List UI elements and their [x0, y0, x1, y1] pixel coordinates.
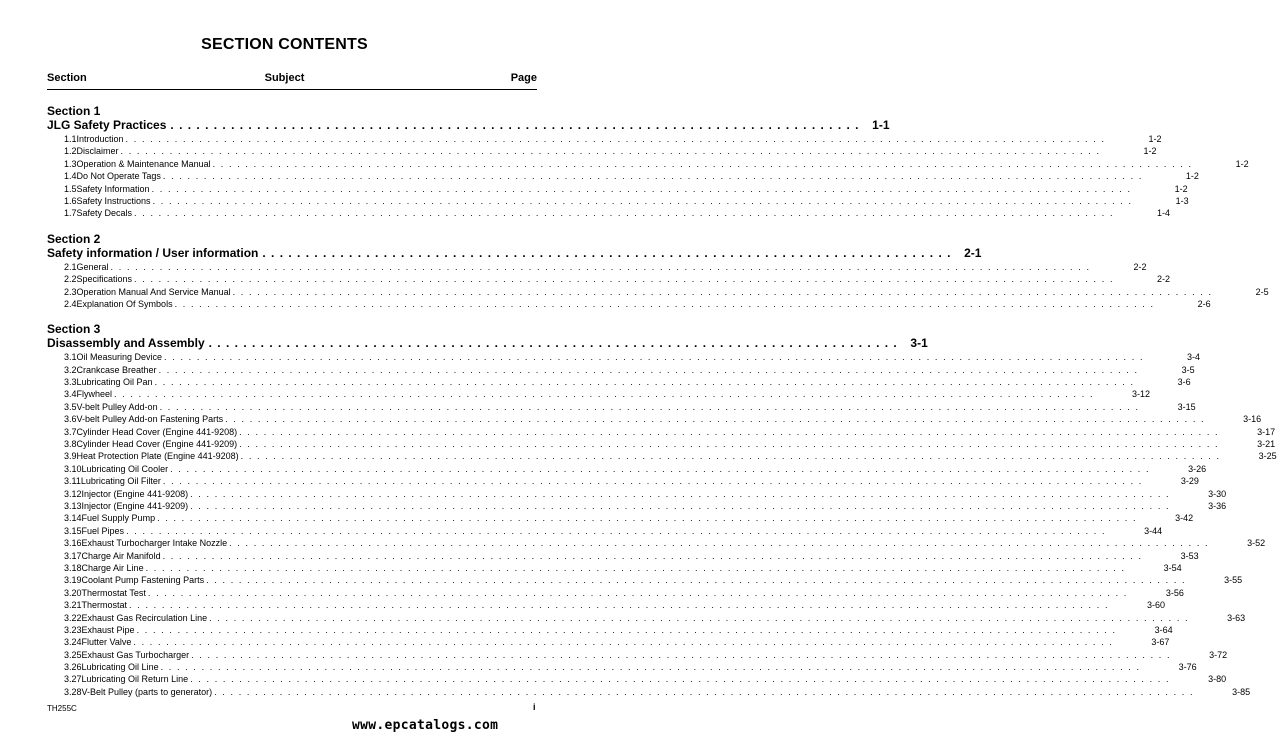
- page-number: i: [533, 702, 536, 712]
- entry-subject: V-belt Pulley Add-on: [76, 401, 158, 412]
- entry-page: 2-2: [1157, 274, 1171, 285]
- section-title: JLG Safety Practices: [47, 118, 167, 132]
- dot-leader: . . . . . . . . . . . . . . . . . . . . . . . . . . . . . . . . . . . . . . . . . . . . . . . . . . . . . . . . . . . . . . . . . . . . . . . . . . . . . . . . . . . . . . . . . . . . . . . . . . . . . . . . . . . . . . . . . . . . . . . .: [164, 352, 1145, 363]
- entry-page: 3-17: [1257, 426, 1276, 437]
- entry-subject: Exhaust Turbocharger Intake Nozzle: [81, 538, 228, 549]
- dot-leader: . . . . . . . . . . . . . . . . . . . . . . . . . . . . . . . . . . . . . . . . . . . . . . . . . . . . . . . . . . . . . . . . . . . . . . . . . . . . . . . . . . . . . . . . . . . . . . . . . . . . . . . . . . . . . . . . . . . . . . . .: [110, 261, 1091, 272]
- watermark: www.epcatalogs.com: [352, 718, 499, 733]
- entry-page: 2-2: [1133, 261, 1147, 272]
- dot-leader: . . . . . . . . . . . . . . . . . . . . . . . . . . . . . . . . . . . . . . . . . . . . . . . . . . . . . . . . . . . . . . . . . . . . . . . . . . . . . . . . . . . . . . . . . . . . . . . . . . . . . . . . . . . . . . . . . . . . . . . .: [170, 463, 1151, 474]
- dot-leader: . . . . . . . . . . . . . . . . . . . . . . . . . . . . . . . . . . . . . . . . . . . . . . . . . . . . . . . . . . . . . . . . . . . . . . . . . . . . . . . . . . . . . . . . . . . . . . . . . . . . . . . . . . . . . . . . . . . . . . . .: [147, 587, 1128, 598]
- entry-page: 1-2: [1174, 183, 1188, 194]
- entry-number: 3.7: [64, 426, 77, 437]
- dot-leader: . . . . . . . . . . . . . . . . . . . . . . . . . . . . . . . . . . . . . . . . . . . . . . . . . . . . . . . . . . . . . . . . . . . . . . . . . . . . . . . . . . . . . . . . . . . . . . . . . . . . . . . . . . . . . . . . . . . . . . . .: [162, 476, 1143, 487]
- entry-subject: Operation & Maintenance Manual: [76, 158, 211, 169]
- entry-page: 3-30: [1208, 488, 1227, 499]
- header-rule: [47, 89, 537, 90]
- entry-number: 3.11: [64, 476, 81, 487]
- entry-page: 3-80: [1208, 674, 1227, 685]
- dot-leader: . . . . . . . . . . . . . . . . . . . . . . . . . . . . . . . . . . . . . . . . . . . . . . . . . . . . . . . . . . . . . . . . . . . . . . . . . . . . . . . . . . . . . . . . . . . . . . . . . . . . . . . . . . . . . . . . . . . . . . . .: [133, 637, 1114, 648]
- dot-leader: . . . . . . . . . . . . . . . . . . . . . . . . . . . . . . . . . . . . . . . . . . . . . . . . . . . . . . . . . . . . . . . . . . . . . . . . . . . . . . . . . . . . . . . . . . . . . . . . . . . . . . . . . . . . . . . . . . . . . . . .: [229, 538, 1210, 549]
- entry-number: 2.4: [64, 298, 77, 309]
- toc-entry[interactable]: [47, 183, 1188, 195]
- section-title: Disassembly and Assembly: [47, 336, 205, 351]
- dot-leader: . . . . . . . . . . . . . . . . . . . . . . . . . . . . . . . . . . . . . . . . . . . . . . . . . . . . . . . . . . . . . . . . . . . . . . . . . . . . . . . . . . . . . . . . . . . . . . . . . . . . . . . . . . . . . . . . . . . . . . . .: [162, 171, 1143, 182]
- dot-leader: . . . . . . . . . . . . . . . . . . . . . . . . . . . . . . . . . . . . . . . . . . . . . . . . . . . . . . . . . . . . . . . . . . . . . . . . . . . . . . . . . . . . . . . . . . . . . . . . . . . . . . . . . . . . . . . . . . . . . . . .: [239, 439, 1220, 450]
- entry-subject: General: [76, 261, 109, 272]
- entry-subject: Introduction: [76, 134, 124, 144]
- entry-number: 3.23: [64, 624, 82, 635]
- entry-number: 3.16: [64, 538, 82, 549]
- entry-number: 3.6: [64, 414, 77, 425]
- section-number: Section 1: [47, 104, 101, 118]
- entry-subject: Thermostat: [81, 600, 128, 611]
- entry-page: 3-16: [1243, 414, 1262, 425]
- entry-number: 3.21: [64, 600, 82, 611]
- entry-subject: V-belt Pulley Add-on Fastening Parts: [76, 414, 224, 425]
- entry-page: 3-42: [1175, 513, 1194, 524]
- entry-page: 3-54: [1163, 562, 1182, 573]
- entry-subject: Charge Air Line: [81, 562, 144, 573]
- entry-page: 3-53: [1180, 550, 1199, 561]
- entry-page: 3-15: [1177, 401, 1196, 412]
- dot-leader: . . . . . . . . . . . . . . . . . . . . . . . . . . . . . . . . . . . . . . . . . . . . . . . . . . . . . . . . . . . . . . . . . . . . . . . . . . . . . . . . . . . . . . . . . . . . . . . . . . . . . . . . . . . . . . . . . . . . . . . .: [134, 208, 1115, 219]
- entry-subject: Safety Decals: [76, 208, 133, 219]
- entry-number: 3.25: [64, 649, 82, 660]
- toc-entry[interactable]: [47, 636, 1170, 648]
- table-of-contents: [47, 92, 1277, 698]
- dot-leader: . . . . . . . . . . . . . . . . . . . . . . . . . . . . . . . . . . . . . . . . . . . . . . . . . . . . . . . . . . . . . . . . . . . . . . . . . . . . . . . . . . . . . . . . . . . . . . . . . . . . . . . . . . . . . . . . . . . . . . . .: [125, 134, 1106, 144]
- section-page: 2-1: [964, 245, 982, 260]
- toc-entry[interactable]: [47, 550, 1199, 562]
- entry-subject: Thermostat Test: [81, 587, 146, 598]
- entry-subject: Specifications: [76, 274, 133, 285]
- toc-entry[interactable]: [47, 133, 1162, 145]
- entry-subject: Cylinder Head Cover (Engine 441-9208): [76, 426, 238, 437]
- toc-entry[interactable]: [47, 649, 1228, 661]
- section-page: 1-1: [872, 118, 890, 132]
- toc-entry[interactable]: [47, 562, 1182, 574]
- entry-page: 3-36: [1208, 500, 1227, 511]
- document-code: TH255C: [47, 704, 77, 713]
- entry-subject: Oil Measuring Device: [76, 352, 163, 363]
- toc-entry[interactable]: [47, 351, 1201, 363]
- entry-number: 1.2: [64, 146, 77, 157]
- toc-entry[interactable]: [47, 388, 1151, 400]
- entry-page: 3-72: [1209, 649, 1228, 660]
- entry-subject: V-Belt Pulley (parts to generator): [81, 686, 213, 697]
- column-header-page: Page: [510, 72, 537, 84]
- entry-subject: Fuel Pipes: [81, 525, 125, 536]
- entry-page: 3-6: [1177, 377, 1191, 388]
- toc-entry[interactable]: [47, 587, 1184, 599]
- dot-leader: . . . . . . . . . . . . . . . . . . . . . . . . . . . . . . . . . . . . . . . . . . . . . . . . . . . . . . . . . . . . . . . . . . . . . . . . . . . . . . . . . . . . . . . . . . . . . . . . . . . . . . . . . . . . . . . . . . . . . . . .: [174, 298, 1155, 309]
- toc-entry[interactable]: [47, 661, 1197, 673]
- toc-entry[interactable]: [47, 145, 1157, 157]
- entry-number: 3.14: [64, 513, 82, 524]
- entry-number: 3.20: [64, 587, 82, 598]
- entry-page: 1-2: [1185, 171, 1199, 182]
- entry-subject: Flutter Valve: [81, 637, 132, 648]
- entry-page: 3-44: [1144, 525, 1163, 536]
- entry-page: 1-3: [1175, 195, 1189, 206]
- entry-page: 3-25: [1258, 451, 1277, 462]
- entry-number: 3.13: [64, 500, 82, 511]
- section-number: Section 3: [47, 322, 101, 337]
- dot-leader: . . . . . . . . . . . . . . . . . . . . . . . . . . . . . . . . . . . . . . . . . . . . . . . . . . . . . . . . . . . . . . . . . . . . . . . . . . . . . . . . . . . . . . . . . . . . . . . . . . . . . . . . . . . . . . . . . . . . . . . .: [190, 674, 1171, 685]
- dot-leader: . . . . . . . . . . . . . . . . . . . . . . . . . . . . . . . . . . . . . . . . . . . . . . . . . . . . . . . . . . . . . . . . . . . . . . . . . . . . . . . . . . . . . . . . . . . . . . . . . . . . . . . . . . . . . . . . . . . . . . . .: [212, 158, 1193, 169]
- toc-entry[interactable]: [47, 438, 1276, 450]
- entry-subject: Injector (Engine 441-9208): [81, 488, 189, 499]
- entry-page: 1-2: [1148, 134, 1162, 144]
- section-title: Safety information / User information: [47, 245, 259, 260]
- dot-leader: . . . . . . . . . . . . . . . . . . . . . . . . . . . . . . . . . . . . . . . . . . . . . . . . . . . . . . . . . . . . . . . . . . . . . . . . . . . . . . . . . . . . . . . . . . . . . . . . . . . . . . . . . . . . . . . . . . . . . . . .: [136, 624, 1117, 635]
- toc-entry[interactable]: [47, 273, 1171, 285]
- entry-subject: Operation Manual And Service Manual: [76, 286, 231, 297]
- toc-entry[interactable]: [47, 207, 1171, 219]
- entry-page: 3-52: [1247, 538, 1266, 549]
- dot-leader: . . . . . . . . . . . . . . . . . . . . . . . . . . . . . . . . . . . . . . . . . . . . . . . . . . . . . . . . . . . . . . . . . . . . . . . . . . . . . . . . . . . . . . . . . . . . . . . . . . . . . . . . . . . . . . . . . . . . . . . .: [206, 575, 1187, 586]
- dot-leader: . . . . . . . . . . . . . . . . . . . . . . . . . . . . . . . . . . . . . . . . . . . . . . . . . . . . . . . . . . . . . . . . . . . . . . . . . . . . . . . . . . . . . . . . . . . . . . . . . . . . . . . . . . . . . . . . . . . . . . . .: [232, 286, 1213, 297]
- section-title-row[interactable]: [47, 336, 928, 351]
- dot-leader: . . . . . . . . . . . . . . . . . . . . . . . . . . . . . . . . . . . . . . . . . . . . . . . . . . . . . . . . . . . . . . . . . . . . . . . . . . . . . . . . . . . . . . . . . . . . . . . . . . . . . . . . . . . . . . . . . . . . . . . .: [152, 195, 1133, 206]
- entry-page: 2-6: [1197, 298, 1211, 309]
- column-header-section: Section: [47, 72, 87, 84]
- toc-entry[interactable]: [47, 500, 1227, 512]
- entry-number: 3.24: [64, 637, 82, 648]
- toc-entry[interactable]: [47, 624, 1173, 636]
- entry-subject: Safety Instructions: [76, 195, 151, 206]
- dot-leader: . . . . . . . . . . . . . . . . . . . . . . . . . . . . . . . . . . . . . . . . . . . . . . . . . . . . . . . . . . . . . . . . . . . . . . . . . . . . . . . . . . . . . . . . . . . . . . . . . . . . . . . . . . . . . . . . . . . . . . . .: [239, 426, 1220, 437]
- entry-number: 1.5: [64, 183, 77, 194]
- column-header-subject: Subject: [264, 72, 305, 84]
- entry-number: 3.4: [64, 389, 77, 400]
- entry-number: 1.4: [64, 171, 77, 182]
- entry-number: 3.2: [64, 364, 77, 375]
- entry-page: 3-5: [1181, 364, 1195, 375]
- entry-subject: Crankcase Breather: [76, 364, 157, 375]
- toc-entry[interactable]: [47, 376, 1191, 388]
- entry-page: 3-63: [1227, 612, 1246, 623]
- entry-number: 3.5: [64, 401, 77, 412]
- entry-subject: Coolant Pump Fastening Parts: [81, 575, 205, 586]
- entry-page: 3-26: [1188, 463, 1207, 474]
- entry-page: 3-64: [1154, 624, 1173, 635]
- dot-leader: . . . . . . . . . . . . . . . . . . . . . . . . . . . . . . . . . . . . . . . . . . . . . . . . . . . . . . . . . . . . . . . . . . . . . . . . . . . . . . . . . . . . . . . . . . . . . . . . . . . . . . . . . . . . . . . . . . . . . . . .: [126, 525, 1107, 536]
- entry-subject: Injector (Engine 441-9209): [81, 500, 189, 511]
- toc-entry[interactable]: [47, 298, 1211, 310]
- entry-page: 2-5: [1255, 286, 1269, 297]
- entry-page: 3-85: [1232, 686, 1251, 697]
- entry-page: 3-67: [1151, 637, 1170, 648]
- toc-entry[interactable]: [47, 525, 1163, 537]
- dot-leader: . . . . . . . . . . . . . . . . . . . . . . . . . . . . . . . . . . . . . . . . . . . . . . . . . . . . . . . . . . . . . . . . . . . . . . . . . . . . . . . . . . . . . . . . . . . . . . . . . . . . . . . . . . . . . . . . . . . . . . . .: [191, 649, 1172, 660]
- entry-subject: Lubricating Oil Cooler: [81, 463, 169, 474]
- entry-number: 3.12: [64, 488, 82, 499]
- entry-page: 1-2: [1143, 146, 1157, 157]
- entry-page: 1-4: [1157, 208, 1171, 219]
- entry-number: 3.28: [64, 686, 82, 697]
- entry-subject: Fuel Supply Pump: [81, 513, 156, 524]
- entry-number: 3.27: [64, 674, 82, 685]
- entry-number: 3.18: [64, 562, 82, 573]
- entry-page: 3-76: [1178, 662, 1197, 673]
- dot-leader: . . . . . . . . . . . . . . . . . . . . . . . . . . . . . . . . . . . . . . . . . . . . . . . . . . . . . . . . . . . . . . . . . . . . . . . . . . . . . . . . . . . . . . . . . . . . . . . . . . . . . . . . . . . . . . . . . . . . . . . .: [225, 414, 1206, 425]
- entry-number: 3.15: [64, 525, 82, 536]
- dot-leader: . . . . . . . . . . . . . . . . . . . . . . . . . . . . . . . . . . . . . . . . . . . . . . . . . . . . . . . . . . . . . . . . . . . . . . . . . . . . . . . .: [262, 245, 952, 260]
- entry-subject: Lubricating Oil Filter: [80, 476, 161, 487]
- entry-page: 1-2: [1235, 158, 1249, 169]
- entry-number: 2.1: [64, 261, 77, 272]
- dot-leader: . . . . . . . . . . . . . . . . . . . . . . . . . . . . . . . . . . . . . . . . . . . . . . . . . . . . . . . . . . . . . . . . . . . . . . . . . . . . . . . . . . . . . . . . . . . . . . . . . . . . . . . . . . . . . . . . . . . . . . . .: [160, 662, 1141, 673]
- toc-entry[interactable]: [47, 426, 1276, 438]
- dot-leader: . . . . . . . . . . . . . . . . . . . . . . . . . . . . . . . . . . . . . . . . . . . . . . . . . . . . . . . . . . . . . . . . . . . . . . . . . . . . . . . . . . . . . . . . . . . . . . . . . . . . . . . . . . . . . . . . . . . . . . . .: [162, 550, 1143, 561]
- dot-leader: . . . . . . . . . . . . . . . . . . . . . . . . . . . . . . . . . . . . . . . . . . . . . . . . . . . . . . . . . . . . . . . . . . . . . . . . . . . . . . . . . . . . . . . . . . . . . . . . . . . . . . . . . . . . . . . . . . . . . . . .: [154, 377, 1135, 388]
- entry-subject: Heat Protection Plate (Engine 441-9208): [76, 451, 239, 462]
- dot-leader: . . . . . . . . . . . . . . . . . . . . . . . . . . . . . . . . . . . . . . . . . . . . . . . . . . . . . . . . . . . . . . . . . . . . . . . . . . . . . . . . . . . . . . . . . . . . . . . . . . . . . . . . . . . . . . . . . . . . . . . .: [214, 686, 1195, 697]
- entry-number: 1.3: [64, 158, 77, 169]
- toc-section: [47, 322, 1277, 698]
- entry-subject: Exhaust Pipe: [81, 624, 135, 635]
- entry-subject: Flywheel: [76, 389, 113, 400]
- toc-entry[interactable]: [47, 686, 1251, 698]
- entry-number: 1.6: [64, 195, 77, 206]
- toc-entry[interactable]: [47, 537, 1266, 549]
- dot-leader: . . . . . . . . . . . . . . . . . . . . . . . . . . . . . . . . . . . . . . . . . . . . . . . . . . . . . . . . . . . . . . . . . . . . . . . . . . . . . . . . . . . . . . . . . . . . . . . . . . . . . . . . . . . . . . . . . . . . . . . .: [134, 274, 1115, 285]
- dot-leader: . . . . . . . . . . . . . . . . . . . . . . . . . . . . . . . . . . . . . . . . . . . . . . . . . . . . . . . . . . . . . . . . . . . . . . . . . . . . . . . . . . . . . . . . . . . . . . . . . . . . . . . . . . . . . . . . . . . . . . . .: [151, 183, 1132, 194]
- entry-subject: Do Not Operate Tags: [76, 171, 161, 182]
- page-title: SECTION CONTENTS: [201, 36, 368, 53]
- entry-number: 3.9: [64, 451, 77, 462]
- toc-entry[interactable]: [47, 488, 1227, 500]
- dot-leader: . . . . . . . . . . . . . . . . . . . . . . . . . . . . . . . . . . . . . . . . . . . . . . . . . . . . . . . . . . . . . . . . . . . . . . . . . . . . . . . . . . . . . . . . . . . . . . . . . . . . . . . . . . . . . . . . . . . . . . . .: [129, 600, 1110, 611]
- dot-leader: . . . . . . . . . . . . . . . . . . . . . . . . . . . . . . . . . . . . . . . . . . . . . . . . . . . . . . . . . . . . . . . . . . . . . . . . . . . . . . . .: [170, 118, 860, 132]
- entry-page: 3-55: [1224, 575, 1243, 586]
- entry-number: 3.26: [64, 662, 82, 673]
- toc-section: [47, 231, 1269, 311]
- dot-leader: . . . . . . . . . . . . . . . . . . . . . . . . . . . . . . . . . . . . . . . . . . . . . . . . . . . . . . . . . . . . . . . . . . . . . . . . . . . . . . . . . . . . . . . . . . . . . . . . . . . . . . . . . . . . . . . . . . . . . . . .: [120, 146, 1101, 157]
- entry-page: 3-29: [1180, 476, 1199, 487]
- entry-subject: Charge Air Manifold: [81, 550, 161, 561]
- entry-subject: Disclaimer: [76, 146, 119, 157]
- toc-section: [47, 104, 1249, 220]
- entry-number: 3.10: [64, 463, 82, 474]
- toc-entry[interactable]: [47, 574, 1243, 586]
- toc-entry[interactable]: [47, 364, 1195, 376]
- entry-subject: Exhaust Gas Turbocharger: [81, 649, 190, 660]
- entry-number: 3.19: [64, 575, 82, 586]
- dot-leader: . . . . . . . . . . . . . . . . . . . . . . . . . . . . . . . . . . . . . . . . . . . . . . . . . . . . . . . . . . . . . . . . . . . . . . . . . . . . . . . . . . . . . . . . . . . . . . . . . . . . . . . . . . . . . . . . . . . . . . . .: [157, 513, 1138, 524]
- entry-page: 3-21: [1257, 439, 1276, 450]
- entry-number: 1.7: [64, 208, 77, 219]
- section-page: 3-1: [910, 336, 928, 351]
- entry-number: 2.3: [64, 286, 77, 297]
- entry-number: 3.22: [64, 612, 82, 623]
- dot-leader: . . . . . . . . . . . . . . . . . . . . . . . . . . . . . . . . . . . . . . . . . . . . . . . . . . . . . . . . . . . . . . . . . . . . . . . . . . . . . . . . . . . . . . . . . . . . . . . . . . . . . . . . . . . . . . . . . . . . . . . .: [209, 612, 1190, 623]
- toc-entry[interactable]: [47, 261, 1147, 273]
- entry-subject: Lubricating Oil Pan: [76, 377, 153, 388]
- dot-leader: . . . . . . . . . . . . . . . . . . . . . . . . . . . . . . . . . . . . . . . . . . . . . . . . . . . . . . . . . . . . . . . . . . . . . . . . . . . . . . . .: [208, 336, 898, 351]
- toc-entry[interactable]: [47, 475, 1199, 487]
- entry-subject: Explanation Of Symbols: [76, 298, 173, 309]
- entry-page: 3-4: [1187, 352, 1201, 363]
- toc-entry[interactable]: [47, 673, 1227, 685]
- toc-entry[interactable]: [47, 463, 1207, 475]
- entry-subject: Cylinder Head Cover (Engine 441-9209): [76, 439, 238, 450]
- toc-entry[interactable]: [47, 401, 1196, 413]
- entry-number: 2.2: [64, 274, 77, 285]
- dot-leader: . . . . . . . . . . . . . . . . . . . . . . . . . . . . . . . . . . . . . . . . . . . . . . . . . . . . . . . . . . . . . . . . . . . . . . . . . . . . . . . . . . . . . . . . . . . . . . . . . . . . . . . . . . . . . . . . . . . . . . . .: [240, 451, 1221, 462]
- entry-subject: Safety Information: [76, 183, 150, 194]
- entry-number: 3.3: [64, 377, 77, 388]
- section-number: Section 2: [47, 231, 101, 246]
- toc-entry[interactable]: [47, 170, 1199, 182]
- toc-entry[interactable]: [47, 286, 1269, 298]
- entry-number: 3.1: [64, 352, 77, 363]
- entry-subject: Lubricating Oil Return Line: [81, 674, 189, 685]
- dot-leader: . . . . . . . . . . . . . . . . . . . . . . . . . . . . . . . . . . . . . . . . . . . . . . . . . . . . . . . . . . . . . . . . . . . . . . . . . . . . . . . . . . . . . . . . . . . . . . . . . . . . . . . . . . . . . . . . . . . . . . . .: [145, 562, 1126, 573]
- dot-leader: . . . . . . . . . . . . . . . . . . . . . . . . . . . . . . . . . . . . . . . . . . . . . . . . . . . . . . . . . . . . . . . . . . . . . . . . . . . . . . . . . . . . . . . . . . . . . . . . . . . . . . . . . . . . . . . . . . . . . . . .: [190, 488, 1171, 499]
- dot-leader: . . . . . . . . . . . . . . . . . . . . . . . . . . . . . . . . . . . . . . . . . . . . . . . . . . . . . . . . . . . . . . . . . . . . . . . . . . . . . . . . . . . . . . . . . . . . . . . . . . . . . . . . . . . . . . . . . . . . . . . .: [158, 364, 1139, 375]
- entry-subject: Exhaust Gas Recirculation Line: [81, 612, 208, 623]
- entry-number: 1.1: [64, 134, 77, 144]
- toc-entry[interactable]: [47, 158, 1249, 170]
- dot-leader: . . . . . . . . . . . . . . . . . . . . . . . . . . . . . . . . . . . . . . . . . . . . . . . . . . . . . . . . . . . . . . . . . . . . . . . . . . . . . . . . . . . . . . . . . . . . . . . . . . . . . . . . . . . . . . . . . . . . . . . .: [190, 500, 1171, 511]
- entry-page: 3-60: [1147, 600, 1166, 611]
- entry-subject: Lubricating Oil Line: [81, 662, 159, 673]
- dot-leader: . . . . . . . . . . . . . . . . . . . . . . . . . . . . . . . . . . . . . . . . . . . . . . . . . . . . . . . . . . . . . . . . . . . . . . . . . . . . . . . . . . . . . . . . . . . . . . . . . . . . . . . . . . . . . . . . . . . . . . . .: [159, 401, 1140, 412]
- toc-entry[interactable]: [47, 599, 1166, 611]
- entry-number: 3.17: [64, 550, 82, 561]
- section-title-row[interactable]: [47, 118, 890, 132]
- toc-entry[interactable]: [47, 612, 1246, 624]
- dot-leader: . . . . . . . . . . . . . . . . . . . . . . . . . . . . . . . . . . . . . . . . . . . . . . . . . . . . . . . . . . . . . . . . . . . . . . . . . . . . . . . . . . . . . . . . . . . . . . . . . . . . . . . . . . . . . . . . . . . . . . . .: [114, 389, 1095, 400]
- section-title-row[interactable]: [47, 245, 982, 260]
- toc-entry[interactable]: [47, 195, 1189, 207]
- toc-entry[interactable]: [47, 512, 1194, 524]
- entry-page: 3-12: [1132, 389, 1151, 400]
- entry-number: 3.8: [64, 439, 77, 450]
- entry-page: 3-56: [1165, 587, 1184, 598]
- toc-entry[interactable]: [47, 413, 1262, 425]
- toc-entry[interactable]: [47, 450, 1277, 462]
